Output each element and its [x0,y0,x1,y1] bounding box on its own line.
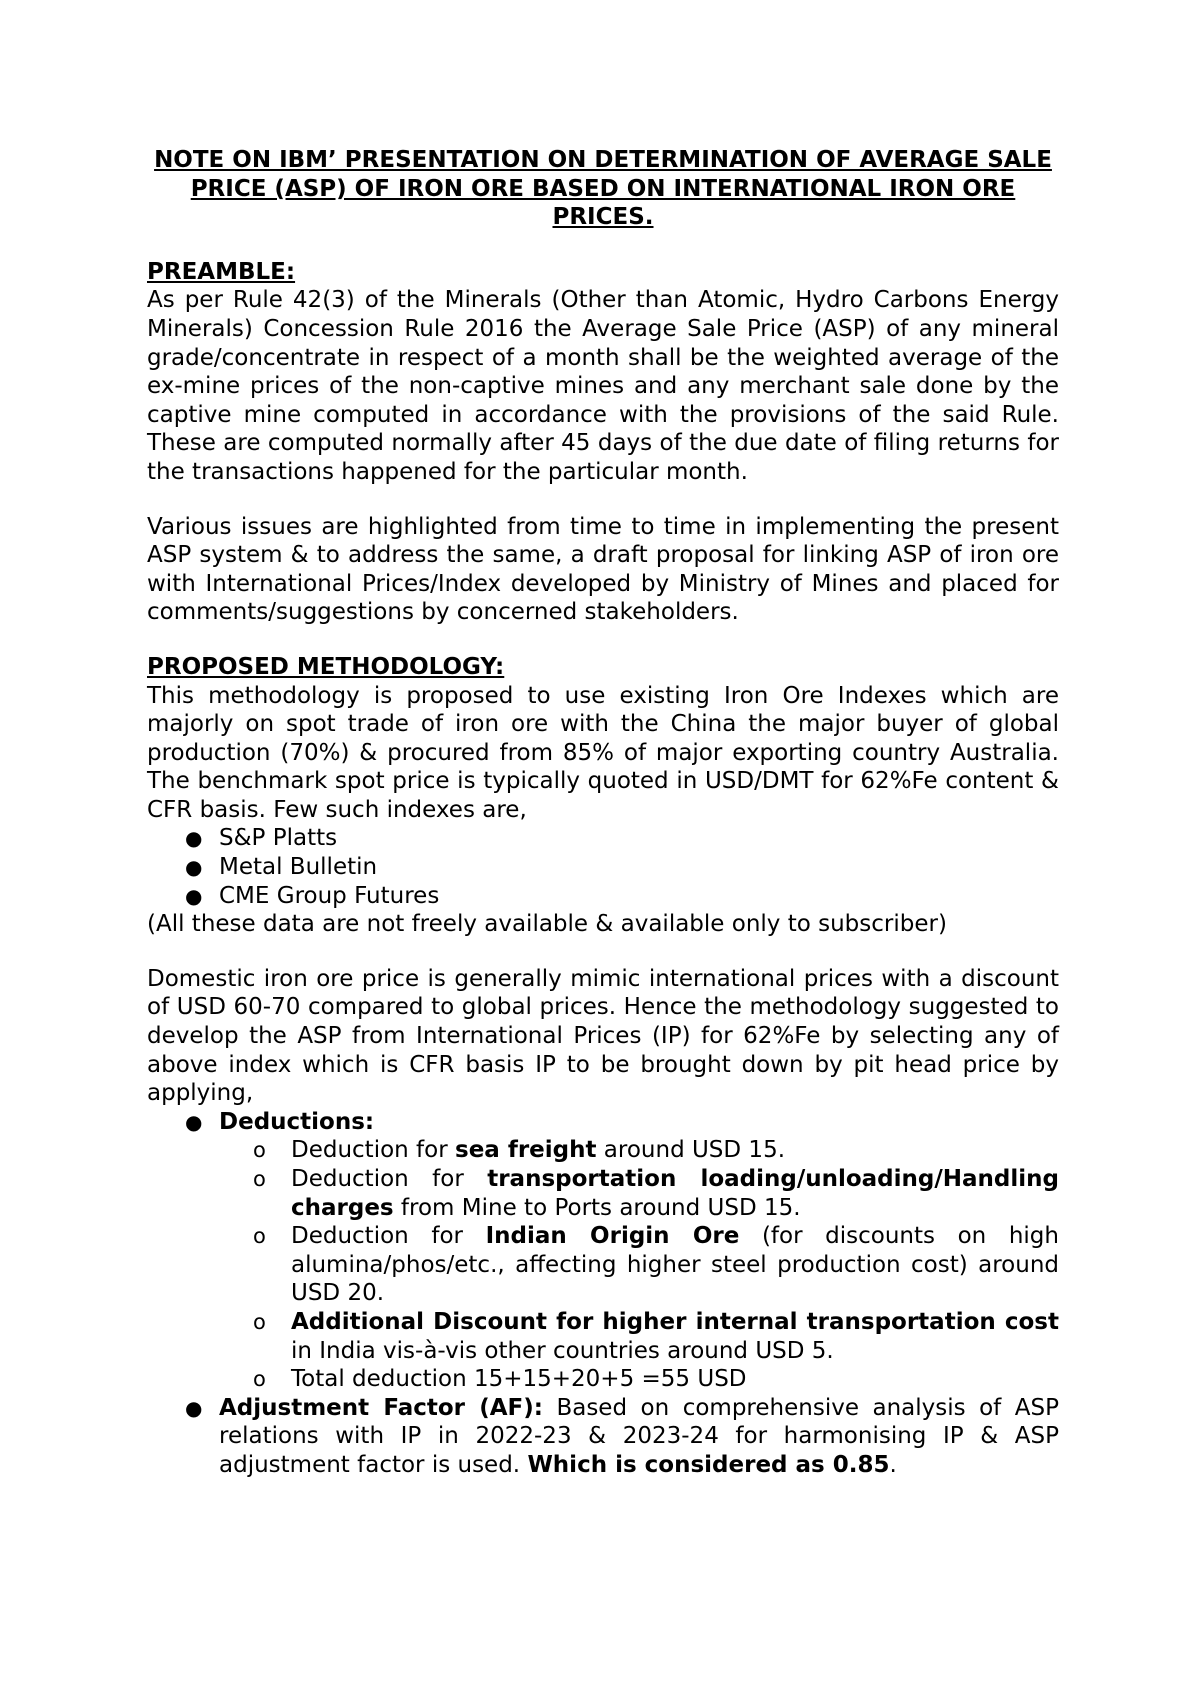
document-title: NOTE ON IBM’ PRESENTATION ON DETERMINATION OF AVERAGE SALE PRICE (ASP) OF IRON ORE BASED ON INTERNATIONAL IRON ORE PRICES. [154,147,1052,231]
adjustment-list [147,1108,1059,1480]
deduction-item: o Deduction for Indian Origin Ore (for discounts on high alumina/phos/etc., affecting higher steel production cost) around USD 20. [253,1223,1059,1307]
methodology-paragraph-2: Domestic iron ore price is generally mimic international prices with a discount of USD 60-70 compared to global prices. Hence the methodology suggested to develop the ASP from International Prices (IP) for 62%Fe by selecting any of above index which is CFR basis IP to be brought down by pit head price by applying, [147,965,1059,1107]
circle-bullet-icon: o [253,1309,266,1334]
bullet-icon: ● [185,883,203,908]
list-item: ● S&P Platts [185,825,338,852]
document-page [147,146,1059,1480]
adjustment-factor-value: Which is considered as 0.85 [527,1451,890,1478]
bullet-icon: ● [185,1395,203,1420]
deduction-item: o Deduction for transportation loading/unloading/Handling charges from Mine to Ports around USD 15. [253,1166,1059,1221]
preamble-heading: PREAMBLE: [147,258,296,285]
bullet-icon: ● [185,855,203,880]
adjustment-factor-item: ● Adjustment Factor (AF): Based on comprehensive analysis of ASP relations with IP in 2022-23 & 2023-24 for harmonising IP & ASP adjustment factor is used. Which is considered as 0.85. [185,1394,1059,1478]
index-list [147,824,1059,910]
circle-bullet-icon: o [253,1224,266,1249]
circle-bullet-icon: o [253,1167,266,1191]
methodology-heading: PROPOSED METHODOLOGY: [147,653,505,680]
circle-bullet-icon: o [253,1367,266,1392]
list-item: ● CME Group Futures [185,882,440,909]
deductions-label: Deductions: [219,1108,375,1135]
deduction-total-item: o Total deduction 15+15+20+5 =55 USD [253,1366,747,1393]
circle-bullet-icon: o [253,1138,266,1163]
list-item: ● Metal Bulletin [185,854,378,881]
preamble-paragraph-2: Various issues are highlighted from time to time in implementing the present ASP system & to address the same, a draft proposal for linking ASP of iron ore with International Prices/Index developed by Ministry of Mines and placed for comments/suggestions by concerned stakeholders. [147,513,1059,626]
bullet-icon: ● [185,826,203,851]
deduction-item: o Additional Discount for higher internal transportation cost in India vis-à-vis other countries around USD 5. [253,1308,1059,1364]
deductions-list [219,1136,1059,1393]
methodology-paragraph-1: This methodology is proposed to use existing Iron Ore Indexes which are majorly on spot trade of iron ore with the China the major buyer of global production (70%) & procured from 85% of major exporting country Australia. The benchmark spot price is typically quoted in USD/DMT for 62%Fe content & CFR basis. Few such indexes are, [147,682,1059,823]
bullet-icon: ● [185,1109,203,1134]
deduction-item: o Deduction for sea freight around USD 15. [253,1137,786,1164]
preamble-paragraph-1: As per Rule 42(3) of the Minerals (Other than Atomic, Hydro Carbons Energy Minerals) Concession Rule 2016 the Average Sale Price (ASP) of any mineral grade/concentrate in respect of a month shall be the weighted average of the ex-mine prices of the non-captive mines and any merchant sale done by the captive mine computed in accordance with the provisions of the said Rule. These are computed normally after 45 days of the due date of filing returns for the transactions happened for the particular month. [147,287,1059,485]
adjustment-factor-label: Adjustment Factor (AF): [219,1394,543,1421]
indexes-note: (All these data are not freely available & available only to subscriber) [147,911,947,938]
deductions-item [147,1108,1059,1394]
